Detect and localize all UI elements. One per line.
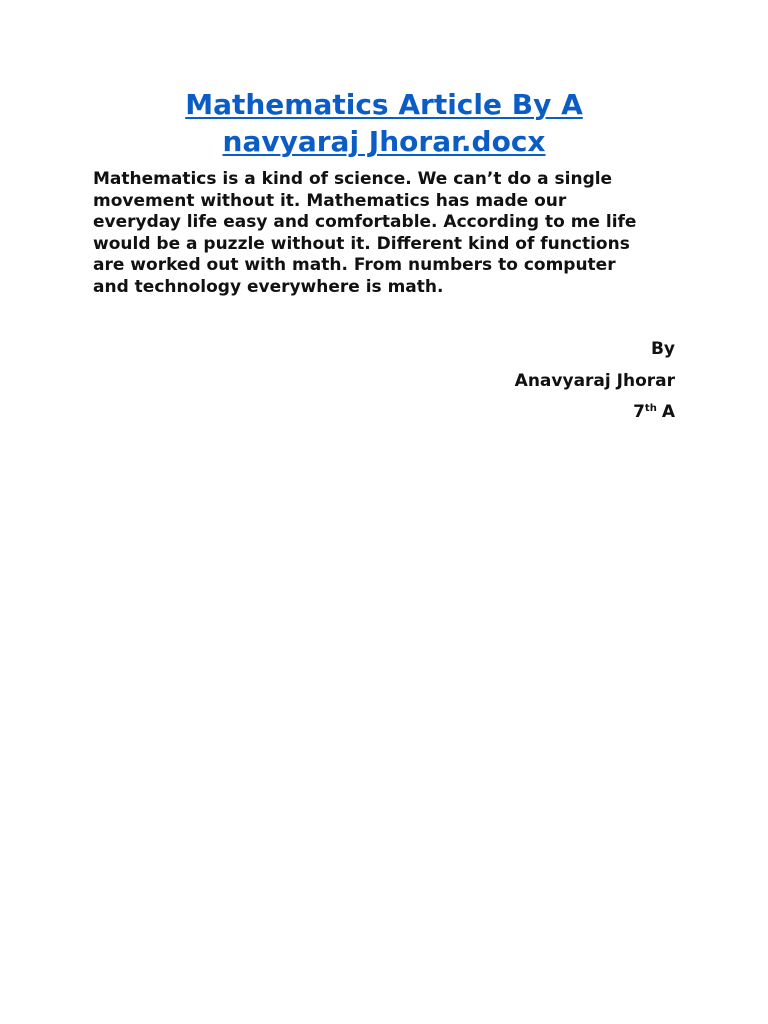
body-line: everyday life easy and comfortable. According to me life <box>93 212 637 233</box>
author-name: Anavyaraj Jhorar <box>514 370 675 391</box>
class-number: 7 <box>633 402 645 422</box>
body-line: movement without it. Mathematics has made our <box>93 190 567 211</box>
author-class <box>93 401 675 433</box>
title-line-2: navyaraj Jhorar.docx <box>222 125 546 158</box>
signature-by: By <box>650 339 675 359</box>
document-title <box>93 86 675 160</box>
body-line: and technology everywhere is math. <box>93 276 444 297</box>
author-signature <box>93 338 675 433</box>
class-suffix: th <box>644 403 657 414</box>
class-section: A <box>661 402 675 422</box>
body-line: Mathematics is a kind of science. We can’t do a single <box>93 169 613 189</box>
body-line: would be a puzzle without it. Different kind of functions <box>93 233 630 254</box>
title-line-1: Mathematics Article By A <box>185 88 583 121</box>
body-line: are worked out with math. From numbers to computer <box>93 255 616 276</box>
article-body <box>93 169 675 299</box>
document-title-link[interactable] <box>185 88 583 158</box>
